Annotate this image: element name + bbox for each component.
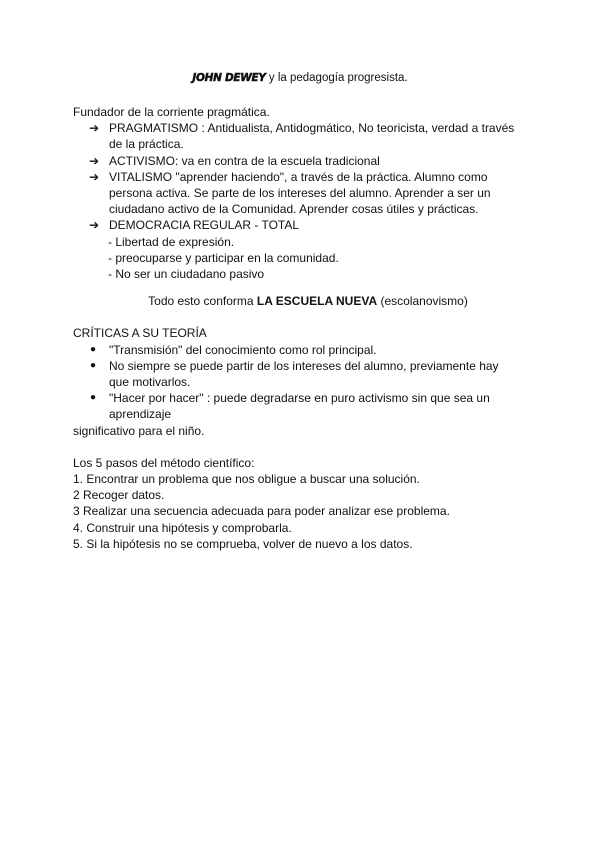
method-section [73, 455, 543, 552]
arrow-icon: ➔ [89, 121, 100, 136]
critique-item [73, 390, 543, 422]
conclusion-line [73, 293, 543, 309]
method-step: 1. Encontrar un problema que nos obligue a buscar una solución. [73, 472, 420, 487]
democracia-subitem: - Libertad de expresión. [108, 234, 235, 249]
title-subtitle: y la pedagogía progresista. [265, 72, 408, 84]
critique-line: que motivarlos. [109, 375, 191, 390]
conclusion-prefix: Todo esto conforma [148, 294, 257, 309]
conclusion-bold: LA ESCUELA NUEVA [256, 294, 378, 309]
intro-line: Fundador de la corriente pragmática. [73, 105, 270, 119]
principle-line: VITALISMO "aprender haciendo", a través de la práctica. Alumno como [109, 169, 488, 184]
principle-line: PRAGMATISMO : Antidualista, Antidogmático, No teoricista, verdad a través [109, 121, 515, 136]
critique-line: aprendizaje [109, 407, 172, 422]
page-title [0, 72, 600, 84]
democracia-subitem: - No ser un ciudadano pasivo [108, 267, 265, 282]
method-step: 2 Recoger datos. [73, 488, 165, 503]
critique-line: No siempre se puede partir de los intereses del alumno, previamente hay [109, 358, 499, 373]
critiques-section [73, 325, 543, 438]
principle-line: ACTIVISMO: va en contra de la escuela tradicional [109, 153, 380, 168]
critique-line: "Hacer por hacer" : puede degradarse en puro activismo sin que sea un [109, 391, 490, 406]
arrow-icon: ➔ [89, 153, 100, 168]
bullet-icon: ● [90, 343, 97, 355]
document-body [73, 104, 543, 552]
critique-item [73, 358, 543, 390]
principles-list [73, 120, 543, 282]
method-heading: Los 5 pasos del método científico: [73, 455, 255, 470]
author-name: JOHN DEWEY [192, 72, 266, 84]
arrow-icon: ➔ [89, 169, 100, 184]
principle-pragmatismo [73, 120, 543, 152]
bullet-icon: ● [90, 392, 97, 404]
critique-trailing: significativo para el niño. [73, 423, 205, 438]
method-step: 3 Realizar una secuencia adecuada para poder analizar ese problema. [73, 504, 450, 519]
principle-vitalismo [73, 169, 543, 218]
method-step: 4. Construir una hipótesis y comprobarla. [73, 520, 292, 535]
principle-line: de la práctica. [109, 137, 184, 152]
critique-item [73, 342, 543, 358]
conclusion-suffix: (escolanovismo) [377, 294, 468, 309]
arrow-icon: ➔ [89, 218, 100, 233]
principle-line: DEMOCRACIA REGULAR - TOTAL [109, 218, 300, 233]
critique-line: "Transmisión" del conocimiento como rol principal. [109, 342, 377, 357]
principle-democracia [73, 217, 543, 233]
principle-activismo [73, 153, 543, 169]
principle-line: ciudadano activo de la Comunidad. Aprender cosas útiles y prácticas. [109, 202, 479, 217]
bullet-icon: ● [90, 359, 97, 371]
democracia-subitem: - preocuparse y participar en la comunidad. [108, 250, 339, 265]
principle-line: persona activa. Se parte de los intereses del alumno. Aprender a ser un [109, 186, 491, 201]
critiques-heading: CRÍTICAS A SU TEORÍA [73, 326, 207, 341]
method-step: 5. Si la hipótesis no se comprueba, volver de nuevo a los datos. [73, 536, 413, 551]
